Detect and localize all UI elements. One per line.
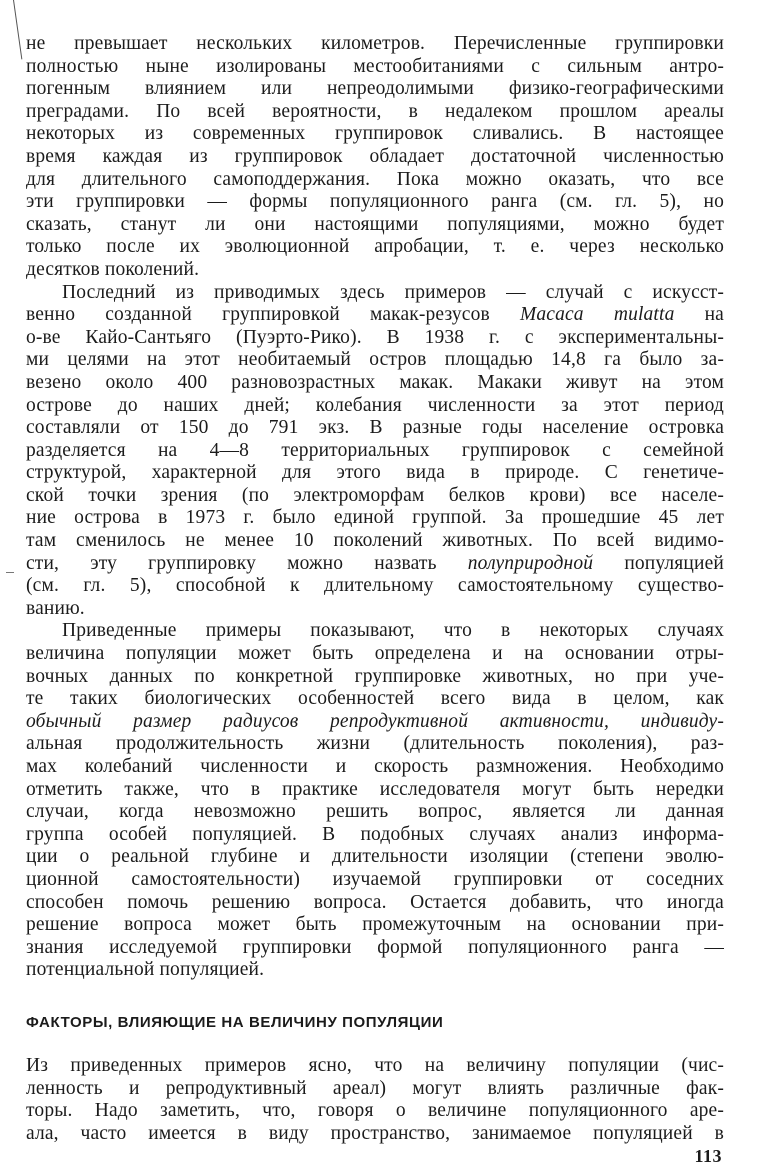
text-line: Приведенные примеры показывают, что в некоторых случаях (62, 620, 724, 642)
text-line: полностью ныне изолированы местообитаниями с сильным антро- (26, 55, 724, 77)
scan-edge-mark (13, 0, 22, 59)
text-line: ванию. (26, 597, 85, 619)
text-line: венно созданной группировкой макак-резусов Macaca mulatta на (26, 304, 724, 326)
text-line: величина популяции может быть определена и на основании отры- (26, 643, 724, 665)
text-line: ской точки зрения (по электроморфам белков крови) все населе- (26, 484, 724, 506)
text-line: составляли от 150 до 791 экз. В разные годы население островка (26, 417, 724, 439)
text-line: преградами. По всей вероятности, в недалеком прошлом ареалы (26, 100, 724, 122)
text-line: Из приведенных примеров ясно, что на величину популяции (чис- (26, 1054, 724, 1076)
paragraph-4 (26, 1055, 724, 1145)
text-line: эти группировки — формы популяционного ранга (см. гл. 5), но (26, 191, 724, 213)
text-line: мах колебаний численности и скорость размножения. Необходимо (26, 756, 724, 777)
text-line: острове до наших дней; колебания численности за этот период (26, 394, 724, 416)
text-line: группа особей популяцией. В подобных случаях анализ информа- (26, 823, 724, 845)
text-line: те таких биологических особенностей всего вида в целом, как (26, 688, 724, 710)
text-line: (см. гл. 5), способной к длительному самостоятельному существо- (26, 575, 724, 597)
page-text (26, 33, 724, 1145)
text-line: время каждая из группировок обладает достаточной численностью (26, 145, 724, 167)
text-line: альная продолжительность жизни (длительность поколения), раз- (26, 733, 724, 755)
text-line: ционной самостоятельности) изучаемой группировки от соседних (26, 868, 724, 890)
margin-mark (6, 572, 14, 573)
text-line: структурой, характерной для этого вида в природе. С генетиче- (26, 462, 724, 484)
text-line: торы. Надо заметить, что, говоря о величине популяционного аре- (26, 1100, 724, 1122)
text-line: погенным влиянием или непреодолимыми физико-географическими (26, 78, 724, 100)
page-number: 113 (694, 1146, 722, 1166)
text-line: разделяется на 4—8 территориальных группировок с семейной (26, 439, 724, 461)
section-heading: ФАКТОРЫ, ВЛИЯЮЩИЕ НА ВЕЛИЧИНУ ПОПУЛЯЦИИ (26, 1013, 444, 1031)
text-line: там сменилось не менее 10 поколений животных. По всей видимо- (26, 530, 724, 552)
paragraph-2 (26, 282, 724, 621)
text-line: о-ве Кайо-Сантьяго (Пуэрто-Рико). В 1938 г. с экспериментальны- (26, 326, 724, 348)
text-line: способен помочь решению вопроса. Остается добавить, что иногда (26, 891, 724, 913)
text-line: ции о реальной глубине и длительности изоляции (степени эволю- (26, 846, 724, 868)
text-line: случаи, когда невозможно решить вопрос, является ли данная (26, 801, 724, 823)
text-line: для длительного самоподдержания. Пока можно оказать, что все (26, 168, 724, 190)
text-line: ние острова в 1973 г. было единой группой. За прошедшие 45 лет (26, 507, 724, 529)
text-line: десятков поколений. (26, 258, 200, 280)
text-line: знания исследуемой группировки формой популяционного ранга — (26, 936, 724, 958)
text-line: сказать, станут ли они настоящими популяциями, можно будет (26, 213, 724, 235)
text-line: не превышает нескольких километров. Перечисленные группировки (26, 33, 724, 54)
text-line: вочных данных по конкретной группировке животных, но при уче- (26, 665, 724, 687)
text-line: отметить также, что в практике исследователя могут быть нередки (26, 778, 724, 800)
text-line: ми целями на этот необитаемый остров площадью 14,8 га было за- (26, 349, 724, 371)
text-line: сти, эту группировку можно назвать полуприродной популяцией (26, 552, 724, 574)
text-line: только после их эволюционной апробации, т. е. через несколько (26, 236, 724, 258)
paragraph-3 (26, 620, 724, 982)
text-line: потенциальной популяцией. (26, 959, 265, 981)
text-line: везено около 400 разновозрастных макак. Макаки живут на этом (26, 371, 724, 393)
text-line: Последний из приводимых здесь примеров — случай с искусст- (62, 281, 724, 303)
text-line: решение вопроса может быть промежуточным на основании при- (26, 914, 724, 936)
text-line: обычный размер радиусов репродуктивной активности, индивиду- (26, 710, 724, 732)
paragraph-1 (26, 33, 724, 282)
text-line: ала, часто имеется в виду пространство, занимаемое популяцией в (26, 1122, 724, 1144)
text-line: ленность и репродуктивный ареал) могут влиять различные фак- (26, 1077, 724, 1099)
text-line: некоторых из современных группировок сливались. В настоящее (26, 123, 724, 145)
